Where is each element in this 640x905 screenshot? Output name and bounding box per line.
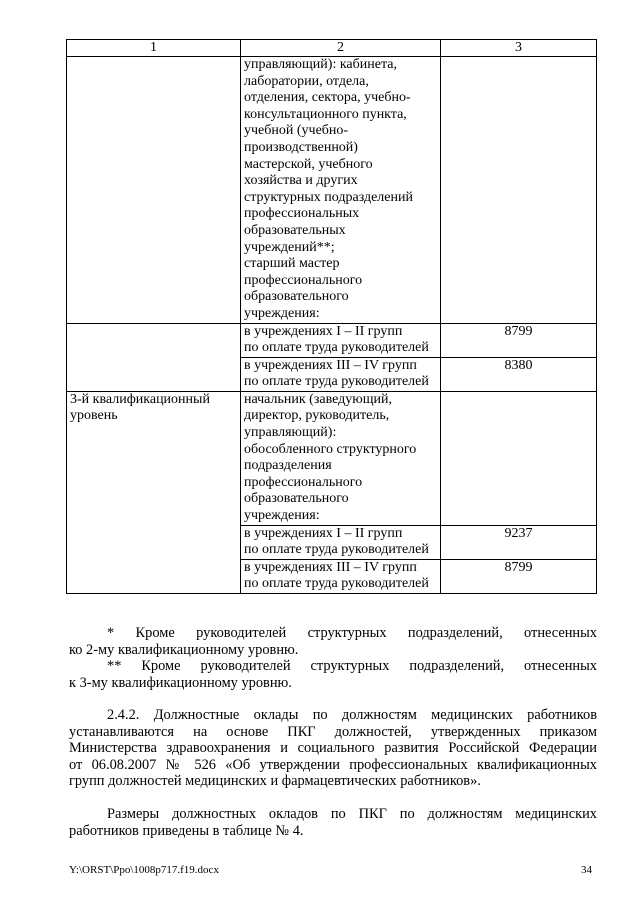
paragraph-table-4-ref: [69, 806, 597, 839]
paragraph-2-4-2: [69, 707, 597, 790]
table-row: [67, 357, 597, 391]
position-cell: начальник (заведующий, директор, руководитель, управляющий): обособленного структурного подразделения профессионального образовательного учреждения:: [241, 391, 441, 525]
footnote-2: [69, 658, 597, 691]
footnote-1: [69, 625, 597, 658]
salary-cell: [441, 57, 597, 324]
level-cell: [67, 57, 241, 324]
salary-table: [66, 39, 597, 594]
salary-cell: [441, 391, 597, 525]
level-cell: [67, 357, 241, 391]
table-header-row: [67, 40, 597, 57]
level-cell: 3-й квалификационный уровень: [67, 391, 241, 525]
page-number: 34: [581, 864, 592, 876]
paragraph-line: 2.4.2. Должностные оклады по должностям медицинских работников: [107, 707, 597, 723]
table-row: [67, 323, 597, 357]
paragraph-line: устанавливаются на основе ПКГ должностей, утвержденных приказом: [69, 723, 597, 740]
salary-cell: 8799: [441, 559, 597, 593]
paragraph-line: Министерства здравоохранения и социального развития Российской Федерации: [69, 740, 597, 757]
paragraph-line: от 06.08.2007 № 526 «Об утверждении профессиональных квалификационных: [69, 756, 597, 773]
header-col-2: 2: [241, 40, 441, 57]
level-cell: [67, 559, 241, 593]
table-row: [67, 525, 597, 559]
table-row: [67, 57, 597, 324]
footnote-2-line-1: ** Кроме руководителей структурных подразделений, отнесенных: [107, 658, 597, 674]
salary-cell: 8799: [441, 323, 597, 357]
footer-file-path: Y:\ORST\Ppo\1008p717.f19.docx: [69, 864, 219, 876]
table-row: [67, 559, 597, 593]
level-cell: [67, 525, 241, 559]
position-cell: в учреждениях I – II групп по оплате труда руководителей: [241, 525, 441, 559]
position-cell: в учреждениях III – IV групп по оплате труда руководителей: [241, 357, 441, 391]
paragraph-line: работников приведены в таблице № 4.: [69, 822, 304, 839]
footnote-1-line-2: ко 2-му квалификационному уровню.: [69, 641, 299, 658]
footnote-1-line-1: * Кроме руководителей структурных подразделений, отнесенных: [107, 625, 597, 641]
salary-cell: 9237: [441, 525, 597, 559]
position-cell: в учреждениях I – II групп по оплате труда руководителей: [241, 323, 441, 357]
table-row: [67, 391, 597, 525]
header-col-3: 3: [441, 40, 597, 57]
position-cell: в учреждениях III – IV групп по оплате труда руководителей: [241, 559, 441, 593]
position-cell: управляющий): кабинета, лаборатории, отдела, отделения, сектора, учебно- консультационного пункта, учебной (учебно- производственной) мастерской, учебного хозяйства и других структурных подразделений профессиональных образовательных учреждений**; старший мастер профессионального образовательного учреждения:: [241, 57, 441, 324]
paragraph-line: Размеры должностных окладов по ПКГ по должностям медицинских: [107, 806, 597, 822]
footnote-2-line-2: к 3-му квалификационному уровню.: [69, 674, 292, 691]
header-col-1: 1: [67, 40, 241, 57]
paragraph-line: групп должностей медицинских и фармацевтических работников».: [69, 773, 481, 790]
level-cell: [67, 323, 241, 357]
salary-cell: 8380: [441, 357, 597, 391]
